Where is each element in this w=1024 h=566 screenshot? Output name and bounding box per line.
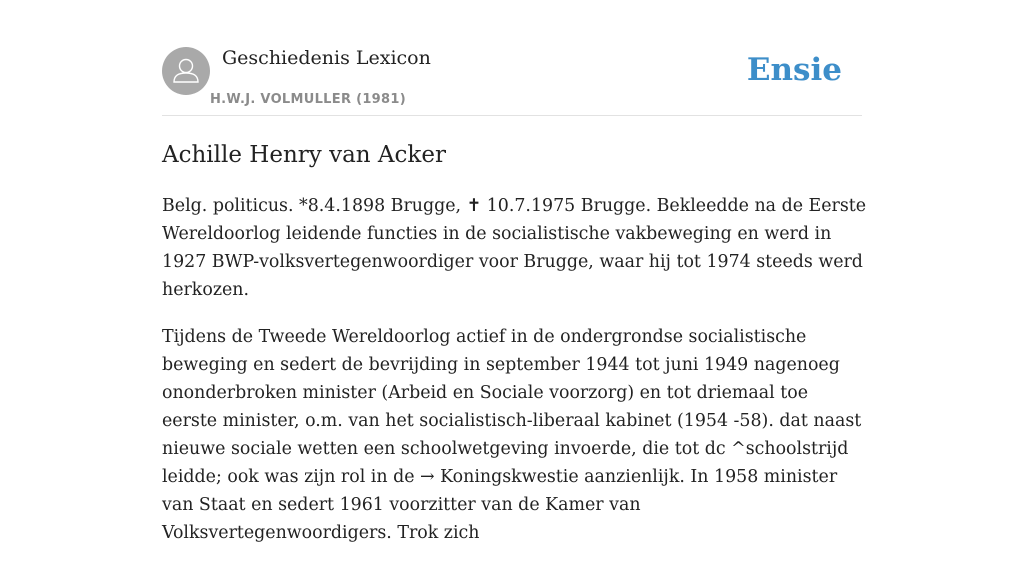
article-body — [162, 192, 868, 566]
author-name[interactable]: H.W.J. VOLMULLER (1981) — [210, 92, 406, 107]
paragraph: Tijdens de Tweede Wereldoorlog actief in de ondergrondse socialistische beweging en sedert de bevrijding in september 1944 tot juni 1949 nagenoeg ononderbroken minister (Arbeid en Sociale voorzorg) en tot driemaal toe eerste minister, o.m. van het socialistisch-liberaal kabinet (1954 -58). dat naast nieuwe sociale wetten een schoolwetgeving invoerde, die tot dc ^schoolstrijd leidde; ook was zijn rol in de → Koningskwestie aanzienlijk. In 1958 minister van Staat en sedert 1961 voorzitter van de Kamer van Volksvertegenwoordigers. Trok zich — [162, 327, 862, 543]
user-silhouette-icon — [162, 47, 210, 95]
source-header — [162, 46, 862, 116]
avatar — [162, 47, 210, 95]
page-title: Achille Henry van Acker — [162, 142, 446, 168]
source-title[interactable]: Geschiedenis Lexicon — [222, 47, 431, 69]
ensie-logo[interactable]: Ensie — [746, 52, 842, 88]
paragraph: Belg. politicus. *8.4.1898 Brugge, ✝ 10.7.1975 Brugge. Bekleedde na de Eerste Wereldoorlog leidende functies in de socialistische vakbeweging en werd in 1927 BWP-volksvertegenwoordiger voor Brugge, waar hij tot 1974 steeds werd herkozen. — [162, 196, 867, 300]
